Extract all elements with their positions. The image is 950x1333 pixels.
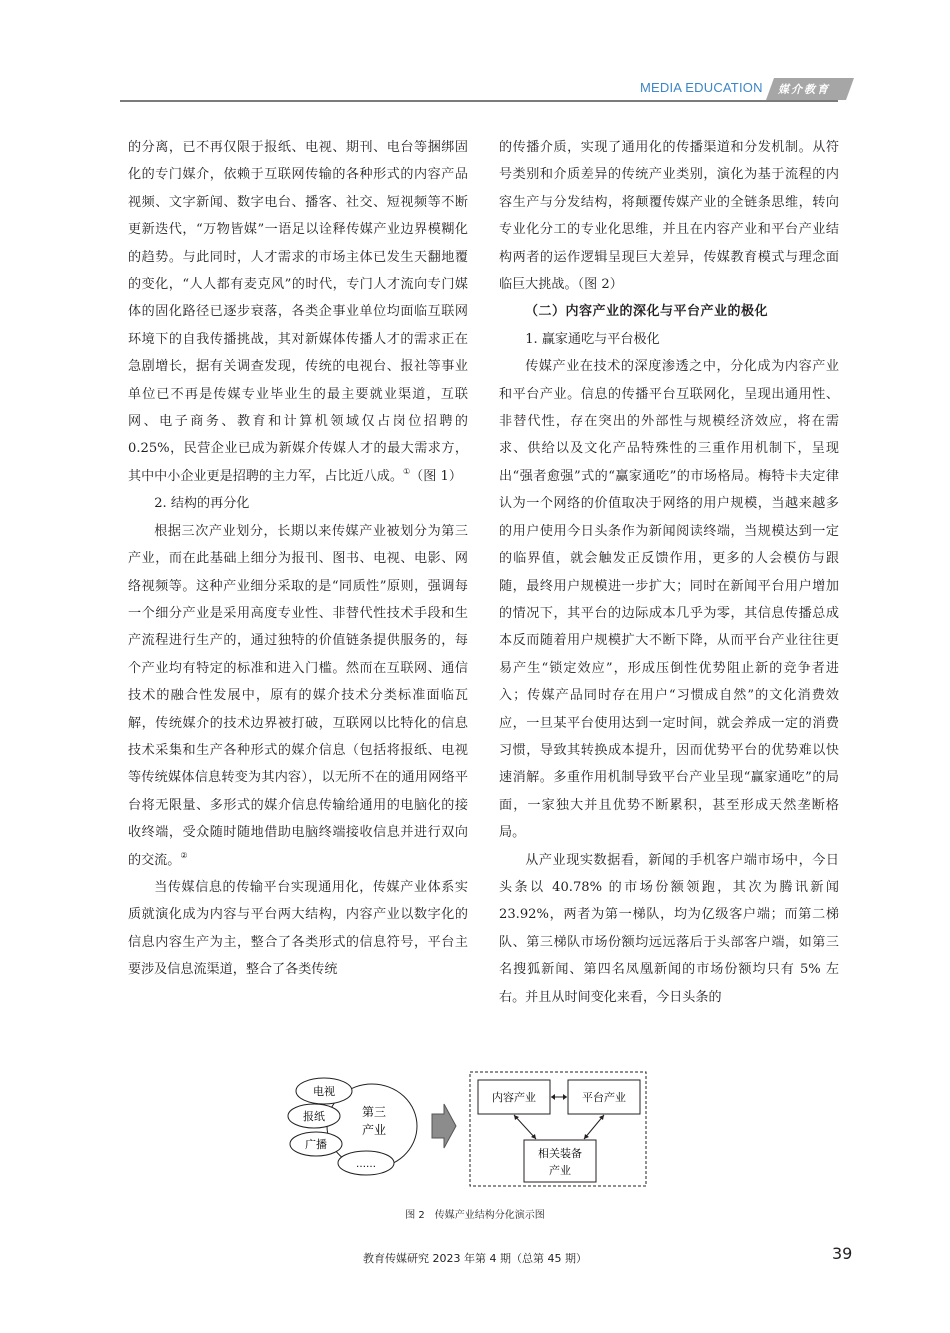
left-column (128, 134, 468, 984)
figure-caption: 图 2 传媒产业结构分化演示图 (405, 1210, 545, 1221)
svg-text:平台产业: 平台产业 (582, 1091, 626, 1104)
paragraph: 当传媒信息的传输平台实现通用化，传媒产业体系实质就演化成为内容与平台两大结构，内容产业以数字化的信息内容生产为主，整合了各类形式的信息符号，平台主要涉及信息流渠道，整合了各类传统 (128, 879, 468, 978)
page-number: 39 (832, 1244, 853, 1263)
svg-text:相关装备: 相关装备 (538, 1147, 582, 1160)
svg-text:广播: 广播 (305, 1138, 327, 1151)
svg-text:报纸: 报纸 (303, 1110, 325, 1123)
structure-diagram (280, 1068, 660, 1190)
section-heading: （二）内容产业的深化与平台产业的极化 (525, 304, 769, 320)
link-content-equipment (514, 1115, 536, 1139)
figure-2 (280, 1068, 660, 1190)
footnote-ref: ② (180, 850, 188, 860)
paragraph: 传媒产业在技术的深度渗透之中，分化成为内容产业和平台产业。信息的传播平台互联网化，呈现出通用性、非替代性，存在突出的外部性与规模经济效应，将在需求、供给以及文化产品特殊性的三重作用机制下，呈现出“强者愈强”式的“赢家通吃”的市场格局。梅特卡夫定律认为一个网络的价值取决于网络的用户规模，当越来越多的用户使用今日头条作为新闻阅读终端，当规模达到一定的临界值，就会触发正反馈作用，更多的人会模仿与跟随，最终用户规模进一步扩大；同时在新闻平台用户增加的情况下，其平台的边际成本几乎为零，其信息传播总成本反而随着用户规模扩大不断下降，从而平台产业往往更易产生“锁定效应”，形成压倒性优势阻止新的竞争者进入；传媒产品同时存在用户“习惯成自然”的文化消费效应，一旦某平台使用达到一定时间，就会养成一定的消费习惯，导致其转换成本提升，因而优势平台的优势难以快速消解。多重作用机制导致平台产业呈现“赢家通吃”的局面，一家独大并且优势不断累积，甚至形成天然垄断格局。 (499, 359, 839, 841)
subheading: 2. 结构的再分化 (154, 496, 250, 512)
svg-text:内容产业: 内容产业 (492, 1091, 536, 1104)
header-rule (120, 100, 838, 102)
paragraph: 的传播介质，实现了通用化的传播渠道和分发机制。从符号类别和介质差异的传统产业类别，演化为基于流程的内容生产与分发结构，将颠覆传媒产业的全链条思维，转向专业化分工的专业化思维，并且在内容产业和平台产业结构两者的运作逻辑呈现巨大差异，传媒教育模式与理念面临巨大挑战。（图 2） (499, 140, 839, 293)
arrow-icon (432, 1104, 456, 1148)
link-platform-equipment (584, 1115, 604, 1139)
section-tag (766, 78, 854, 100)
tertiary-label-2: 产业 (361, 1123, 387, 1137)
svg-text:电视: 电视 (313, 1085, 335, 1098)
paragraph: 的分离，已不再仅限于报纸、电视、期刊、电台等捆绑固化的专门媒介，依赖于互联网传输的各种形式的内容产品视频、文字新闻、数字电台、播客、社交、短视频等不断更新迭代，“万物皆媒”一语足以诠释传媒产业边界模糊化的趋势。与此同时，人才需求的市场主体已发生天翻地覆的变化，“人人都有麦克风”的时代，专门人才流向专门媒体的固化路径已逐步衰落，各类企事业单位均面临互联网环境下的自我传播挑战，其对新媒体传播人才的需求正在急剧增长，据有关调查发现，传统的电视台、报社等事业单位已不再是传媒专业毕业生的最主要就业渠道，互联网、电子商务、教育和计算机领域仅占岗位招聘的 0.25%，民营企业已成为新媒介传媒人才的最大需求方，其中中小企业更是招聘的主力军，占比近八成。①（图 1） (128, 140, 468, 484)
right-column (499, 134, 839, 1011)
journal-footer: 教育传媒研究 2023 年第 4 期（总第 45 期） (363, 1252, 587, 1265)
tertiary-label-1: 第三 (361, 1105, 387, 1119)
footnote-ref: ① (402, 466, 411, 476)
subheading: 1. 赢家通吃与平台极化 (525, 331, 660, 347)
section-title-en: MEDIA EDUCATION (640, 80, 763, 95)
svg-text:……: …… (356, 1159, 376, 1170)
paragraph: 根据三次产业划分，长期以来传媒产业被划分为第三产业，而在此基础上细分为报刊、图书、电视、电影、网络视频等。这种产业细分采取的是“同质性”原则，强调每一个细分产业是采用高度专业性、非替代性技术手段和生产流程进行生产的，通过独特的价值链条提供服务的，每个产业均有特定的标准和进入门槛。然而在互联网、通信技术的融合性发展中，原有的媒介技术分类标准面临瓦解，传统媒介的技术边界被打破，互联网以比特化的信息技术采集和生产各种形式的媒介信息（包括将报纸、电视等传统媒体信息转变为其内容），以无所不在的通用网络平台将无限量、多形式的媒介信息传输给通用的电脑化的接收终端，受众随时随地借助电脑终端接收信息并进行双向的交流。② (128, 523, 468, 868)
svg-text:产业: 产业 (549, 1164, 571, 1177)
section-title-cn: 媒介教育 (778, 83, 830, 96)
paragraph: 从产业现实数据看，新闻的手机客户端市场中，今日头条以 40.78% 的市场份额领跑，其次为腾讯新闻 23.92%，两者为第一梯队，均为亿级客户端；而第二梯队、第三梯队市场份额均远远落后于头部客户端，如第三名搜狐新闻、第四名凤凰新闻的市场份额均只有 5% 左右。并且从时间变化来看，今日头条的 (499, 852, 839, 1005)
